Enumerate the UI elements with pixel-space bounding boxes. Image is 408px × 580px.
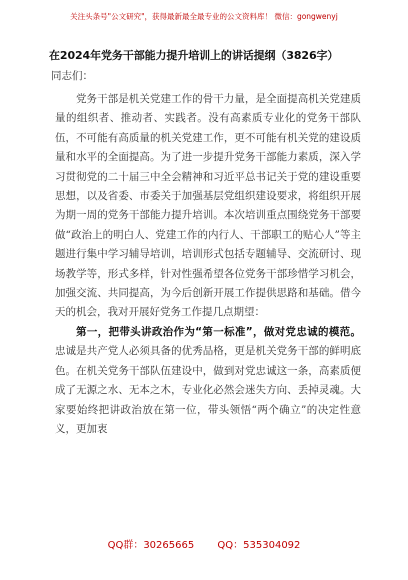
intro-paragraph: 党务干部是机关党建工作的骨干力量，是全面提高机关党建质量的组织者、推动者、实践者。没有高素质专业化的党务干部队伍，不可能有高质量的机关党建工作，更不可能有机关党的建设质量和水平的全面提高。为了进一步提升党务干部能力素质，深入学习贯彻党的二十届三中全会精神和习近平总书记关于党的建设重要思想，以及省委、市委关于加强基层党组织建设要求，将组织开展为期一周的党务干部能力提升培训。本次培训重点围绕党务干部要做“政治上的明白人、党建工作的内行人、干部职工的贴心人”等主题进行集中学习辅导培训，培训形式包括专题辅导、交流研讨、现场教学等，形式多样，针对性强希望各位党务干部珍惜学习机会，加强交流、共同提高，为今后创新开展工作提供思路和基础。借今天的机会，我对开展好党务工作提几点期望： — [55, 93, 361, 319]
header-banner: 关注头条号"公文研究"，获得最新最全最专业的公文资料库！ 微信：gongwenyj — [70, 12, 338, 21]
footer-contact — [0, 536, 408, 551]
document-title: 在2024年党务干部能力提升培训上的讲话提纲（3826字） — [49, 49, 339, 62]
section-1-body: 忠诚是共产党人必须具备的优秀品格，更是机关党务干部的鲜明底色。在机关党务干部队伍建设中，做到对党忠诚这一条，高素质便成了无源之水、无本之木，专业化必然会迷失方向、丢掉灵魂。大家要始终把讲政治放在第一位，带头领悟“两个确立”的决定性意义，更加衷 — [55, 345, 361, 435]
section-1-heading: 第一，把带头讲政治作为“第一标准”，做对党忠诚的模范。 — [76, 325, 361, 338]
document-page — [49, 48, 361, 439]
greeting: 同志们： — [51, 70, 93, 82]
footer-qq-group: QQ群：30265665 — [107, 540, 195, 551]
section-1-paragraph — [55, 323, 361, 439]
footer-qq-number: QQ：535304092 — [217, 540, 301, 551]
